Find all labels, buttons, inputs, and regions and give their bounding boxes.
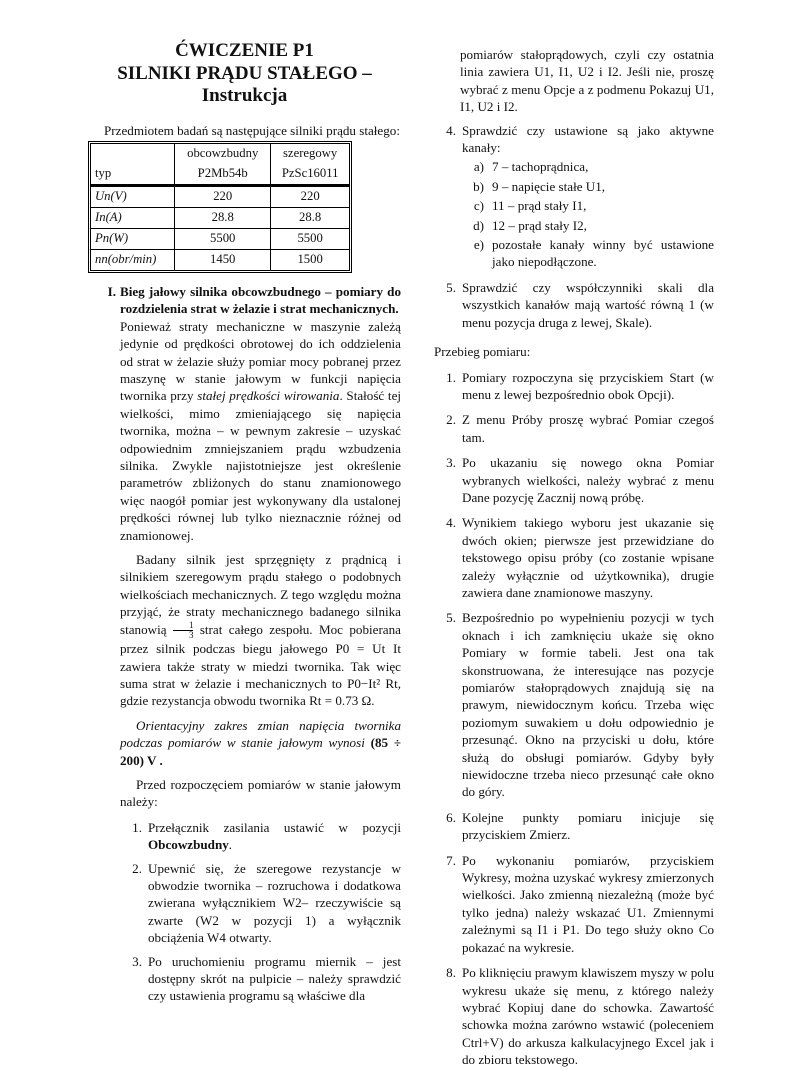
table-header-col2: szeregowy [270, 144, 349, 164]
table-header-typ: typ [91, 164, 174, 186]
row-label: In(A) [91, 207, 174, 228]
right-column [434, 46, 714, 1069]
table-row [91, 207, 349, 228]
table-type-col2: PzSc16011 [270, 164, 349, 186]
row-value-1: 28.8 [174, 207, 270, 228]
list-item: 5. Bezpośrednio po wypełnieniu pozycji w tych oknach i ich zamknięciu ukaże się okno Pomiary w formie tabeli. Jest ona tak skonstruowana, że interesujące nas pozycje pomiarów stałoprądowych znajdują się na prawym, niewidocznym końcu. Trzeba więc poziomym suwakiem u dołu odpowiednio je przesunąć. Okno na przyciski u dołu, które służą do obsługi pomiarów. Gdyby były niewidoczne trzeba nieco przesunąć całe okno do góry. [446, 610, 714, 800]
list-item: e) pozostałe kanały winny być ustawione jako niepodłączone. [473, 237, 714, 270]
row-label: Pn(W) [91, 228, 174, 249]
list-item: 2. Upewnić się, że szeregowe rezystancje w obwodzie twornika – rozruchowa i dodatkowa zwierana wyłącznikiem W2– rzeczywiście są zwarte (W2 w pozycji 1) a wyłącznik obciążenia W4 otwarty. [132, 860, 401, 946]
list-item: 4. Sprawdzić czy ustawione są jako aktywne kanały: a) 7 – tachoprądnica, b) 9 – napięcie stałe U1, c) 11 – prąd stały I1, d) 12 – prąd stały I2, e) pozostałe kanały winny być ustawione jako niepodłączone. [446, 122, 714, 270]
row-value-1: 5500 [174, 228, 270, 249]
left-column [88, 40, 401, 1005]
title-line-2: SILNIKI PRĄDU STAŁEGO – [117, 62, 372, 84]
row-value-2: 28.8 [270, 207, 349, 228]
list-item: 3. Po uruchomieniu programu miernik – jest dostępny skrót na pulpicie – należy sprawdzić czy ustawienia programu są właściwe dla [132, 953, 401, 1004]
row-value-1: 220 [174, 186, 270, 207]
title-line-3: Instrukcja [201, 85, 288, 106]
table-row [91, 249, 349, 270]
procedure-list [434, 369, 714, 1069]
list-item: 6. Kolejne punkty pomiaru inicjuje się przyciskiem Zmierz. [446, 809, 714, 843]
row-value-2: 220 [270, 186, 349, 207]
section-paragraph-2: Badany silnik jest sprzęgnięty z prądnicą i silnikiem szeregowym prądu stałego o podobnych wielkościach mechanicznych. Z tego względu można przyjąć, że straty mechanicznego badanego silnika stanowią $\frac{1}{3}$ strat całego zespołu. Moc pobierana przez silnik podczas biegu jałowego P0 = Ut It zawiera także straty w miedzi twornika. Tak więc suma strat w żelazie i mechanicznych to P0−It² Rt, gdzie rezystancja obwodu twornika Rt = 0.73 Ω. [120, 552, 401, 709]
motor-table [88, 141, 352, 273]
section-number: I. [107, 283, 116, 299]
list-item: a) 7 – tachoprądnica, [473, 159, 589, 175]
table-header-col1: obcowzbudny [174, 144, 270, 164]
channel-list [462, 158, 714, 270]
list-item: 1. Przełącznik zasilania ustawić w pozycji Obcowzbudny. [132, 819, 401, 853]
fraction-one-third: $\frac{1}{3}$ [173, 621, 194, 640]
list-item: d) 12 – prąd stały I2, [473, 217, 587, 233]
list-item: 5. Sprawdzić czy współczynniki skali dla wszystkich kanałów mają wartość równą 1 (w menu pozycja druga z lewej, Skale). [446, 279, 714, 330]
section-paragraph-3: Orientacyjny zakres zmian napięcia twornika podczas pomiarów w stanie jałowym wynosi (85 ÷ 200) V . [120, 717, 401, 768]
title-line-1: ĆWICZENIE P1 [175, 40, 314, 61]
left-steps-list [120, 819, 401, 1005]
list-item: 7. Po wykonaniu pomiarów, przyciskiem Wykresy, można uzyskać wykresy zmierzonych wielkości. Jako zmienną niezależną (może być tylko jedna) należy wskazać U1. Zmiennymi zależnymi są I1 i P1. Do tego służy okno Co pokazać na wykresie. [446, 852, 714, 955]
table-row [91, 186, 349, 207]
procedure-heading: Przebieg pomiaru: [434, 344, 531, 360]
row-value-1: 1450 [174, 249, 270, 270]
table-row [91, 228, 349, 249]
list-item: 3. Po ukazaniu się nowego okna Pomiar wybranych wielkości, należy wybrać z menu Dane pozycję Zacznij nową próbę. [446, 455, 714, 505]
section-paragraph-1: Ponieważ straty mechaniczne w maszynie zależą jedynie od prędkości obrotowej do ich oddzielenia od strat w żelazie służy pomiar mocy pobranej przez maszynę w stanie jałowym w funkcji napięcia twornika przy stałej prędkości wirowania. Stałość tej wielkości, mimo zmieniającego się napięcia twornika, można – w pewnym zakresie – uzyskać odpowiednim zmniejszaniem prądu wzbudzenia silnika. Zwykle najistotniejsze jest określenie parametrów zbliżonych do stanu znamionowego więc naogół pomiar jest wykonywany dla ustalonej prędkości równej lub tylko nieznacznie różnej od znamionowej. [120, 318, 402, 543]
list-item: c) 11 – prąd stały I1, [473, 198, 587, 214]
continued-step-3: pomiarów stałoprądowych, czyli czy ostatnia linia zawiera U1, I1, U2 i I2. Jeśli nie, proszę wybrać z menu Opcje a z podmenu Pokazuj U1, I1, U2 i I2. [460, 47, 714, 115]
list-item: 8. Po kliknięciu prawym klawiszem myszy w polu wykresu ukaże się menu, z którego należy wybrać Kopiuj dane do schowka. Zawartość schowka można zarówno wstawić (poleceniem Ctrl+V) do arkusza kalkulacyjnego Excel jak i do zbioru tekstowego. [446, 965, 714, 1068]
section-paragraph-4: Przed rozpoczęciem pomiarów w stanie jałowym należy: [120, 776, 401, 810]
table-type-col1: P2Mb54b [174, 164, 270, 186]
list-item: 4. Wynikiem takiego wyboru jest ukazanie się dwóch okien; pierwsze jest przewidziane do tekstowego opisu próby (co zostanie wpisane zależy wyłącznie od użytkownika), drugie zawiera dane znamionowe maszyny. [446, 515, 714, 600]
section-1 [88, 283, 401, 1005]
intro-paragraph: Przedmiotem badań są następujące silniki prądu stałego: [104, 122, 400, 138]
row-value-2: 5500 [270, 228, 349, 249]
table-header-empty [91, 144, 174, 164]
row-label: nn(obr/min) [91, 249, 174, 270]
section-heading: Bieg jałowy silnika obcowzbudnego – pomiary do rozdzielenia strat w żelazie i strat mechanicznych. [120, 283, 401, 317]
list-item: 2. Z menu Próby proszę wybrać Pomiar czegoś tam. [446, 412, 714, 445]
row-label: Un(V) [91, 186, 174, 207]
list-item: b) 9 – napięcie stałe U1, [473, 178, 606, 194]
row-value-2: 1500 [270, 249, 349, 270]
setup-steps-list [434, 122, 714, 331]
list-item: 1. Pomiary rozpoczyna się przyciskiem Start (w menu z lewej bezpośrednio obok Opcji). [446, 369, 714, 402]
document-title [88, 40, 401, 108]
